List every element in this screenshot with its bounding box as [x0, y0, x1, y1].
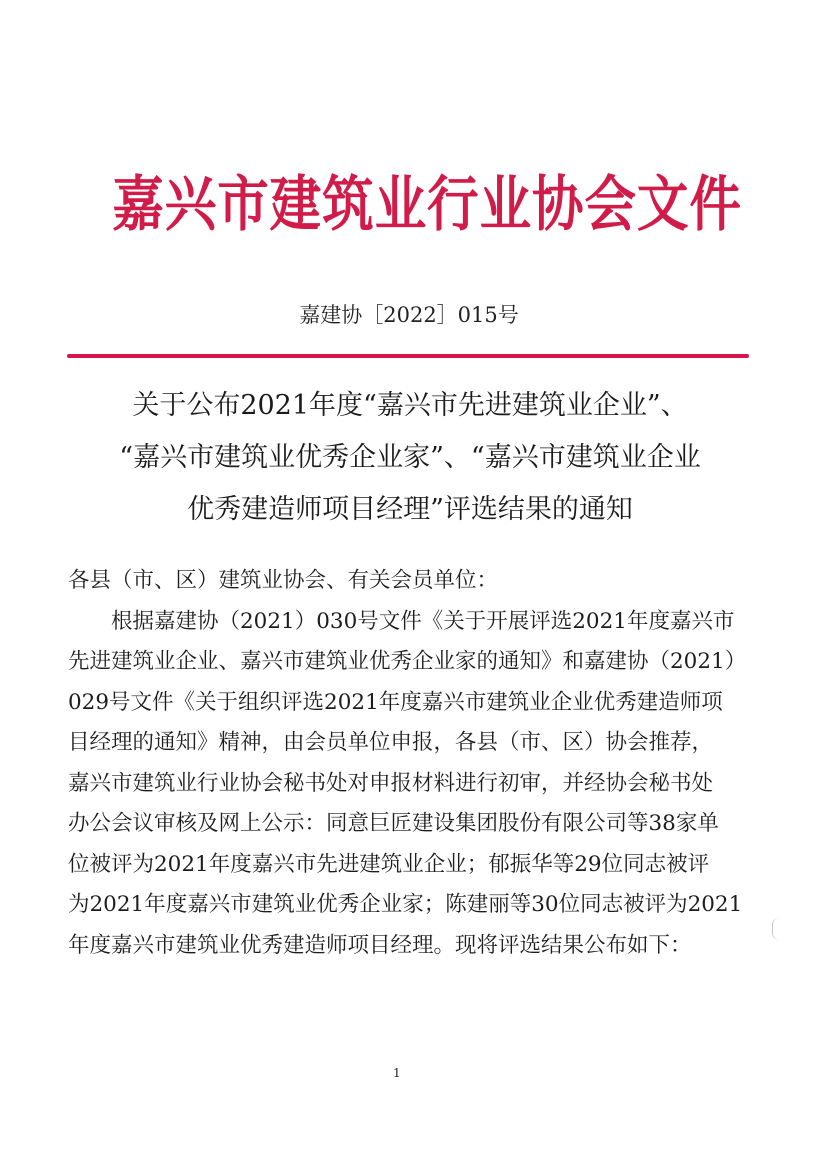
paragraph-line: 为2021年度嘉兴市建筑业优秀企业家；陈建丽等30位同志被评为2021: [68, 892, 743, 917]
paragraph-line: 年度嘉兴市建筑业优秀建造师项目经理。现将评选结果公布如下：: [68, 932, 692, 958]
paragraph-line: 办公会议审核及网上公示：同意巨匠建设集团股份有限公司等38家单: [68, 811, 719, 836]
red-divider-rule: [67, 354, 749, 358]
scan-artifact-mark: [772, 918, 779, 940]
paragraph-line: 目经理的通知》精神，由会员单位申报，各县（市、区）协会推荐，: [68, 730, 714, 755]
notice-title: [60, 380, 760, 536]
document-number: 嘉建协［2022］015号: [299, 303, 519, 327]
notice-title-line: 关于公布2021年度“嘉兴市先进建筑业企业”、: [132, 390, 688, 421]
page-number: 1: [393, 1066, 401, 1080]
notice-title-line: “嘉兴市建筑业优秀企业家”、“嘉兴市建筑业企业: [119, 442, 701, 473]
paragraph-line: 029号文件《关于组织评选2021年度嘉兴市建筑业企业优秀建造师项: [68, 689, 723, 715]
organization-letterhead-title: 嘉兴市建筑业行业协会文件: [112, 170, 742, 240]
paragraph-line: 位被评为2021年度嘉兴市先进建筑业企业；郁振华等29位同志被评: [68, 851, 710, 877]
notice-title-line: 优秀建造师项目经理”评选结果的通知: [187, 494, 633, 525]
paragraph-line: 先进建筑业企业、嘉兴市建筑业优秀企业家的通知》和嘉建协（2021）: [68, 649, 747, 674]
paragraph-line: 嘉兴市建筑业行业协会秘书处对申报材料进行初审，并经协会秘书处: [68, 770, 714, 796]
paragraph-line: 根据嘉建协（2021）030号文件《关于开展评选2021年度嘉兴市: [111, 608, 735, 634]
salutation: 各县（市、区）建筑业协会、有关会员单位：: [68, 568, 499, 593]
notice-body: [68, 561, 748, 966]
